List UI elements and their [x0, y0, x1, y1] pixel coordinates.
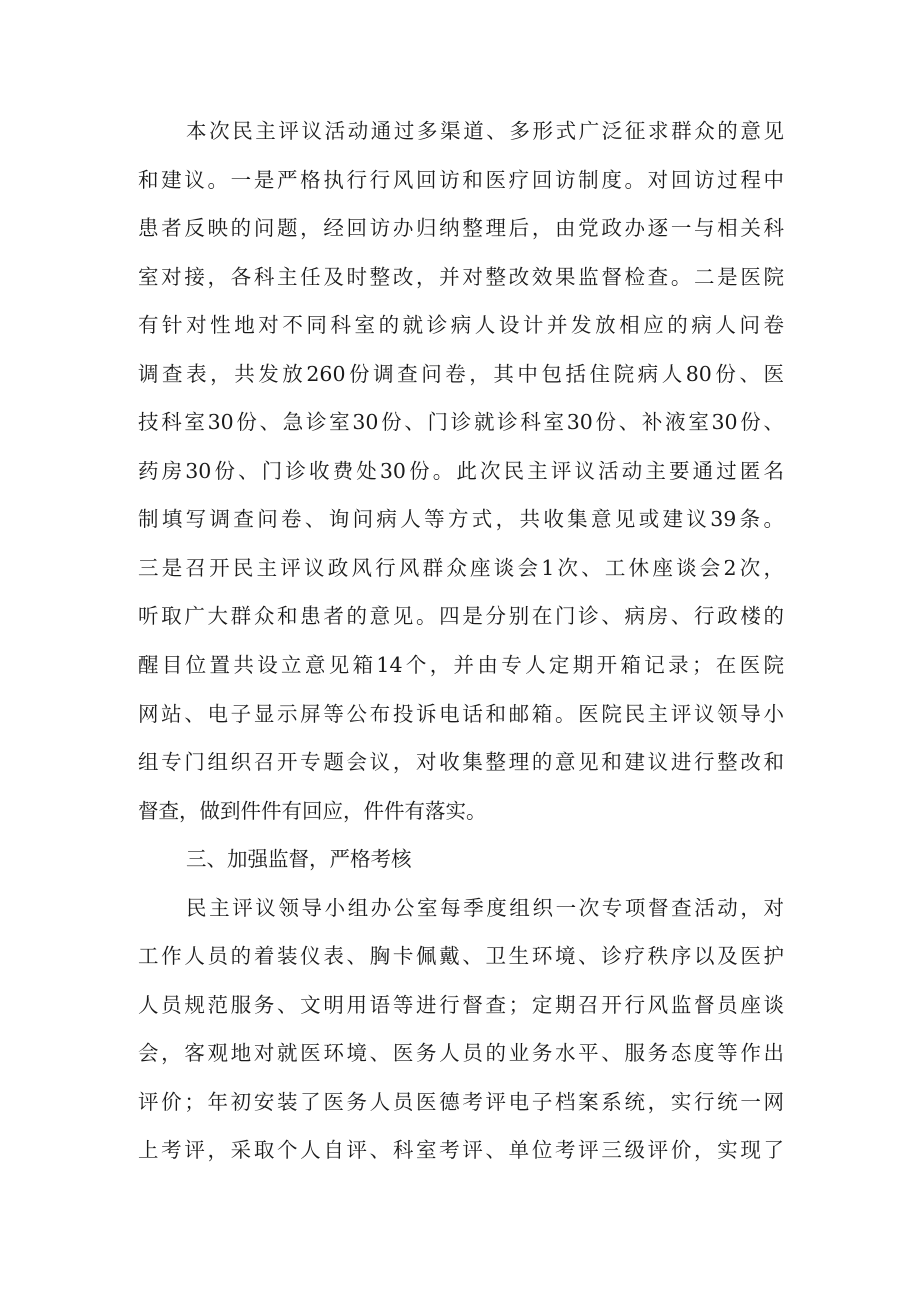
- paragraph-evaluation-channels: [0, 107, 920, 835]
- text-line: 有针对性地对不同科室的就诊病人设计并发放相应的病人问卷: [138, 313, 784, 338]
- text-line: 督查，做到件件有回应，件件有落实。: [138, 798, 487, 823]
- paragraph-supervision: [0, 884, 920, 1175]
- text-line: 组专门组织召开专题会议，对收集整理的意见和建议进行整改和: [138, 750, 784, 775]
- text-line: 患者反映的问题，经回访办归纳整理后，由党政办逐一与相关科: [138, 216, 784, 241]
- text-line: 药房30份、门诊收费处30份。此次民主评议活动主要通过匿名: [138, 458, 784, 483]
- text-line: 调查表，共发放260份调查问卷，其中包括住院病人80份、医: [138, 361, 784, 386]
- text-line: 醒目位置共设立意见箱14个，并由专人定期开箱记录；在医院: [138, 653, 784, 678]
- text-line: 室对接，各科主任及时整改，并对整改效果监督检查。二是医院: [138, 264, 784, 289]
- text-line: 民主评议领导小组办公室每季度组织一次专项督查活动，对: [186, 895, 784, 920]
- text-line: 工作人员的着装仪表、胸卡佩戴、卫生环境、诊疗秩序以及医护: [138, 944, 784, 969]
- text-line: 制填写调查问卷、询问病人等方式，共收集意见或建议39条。: [138, 507, 784, 532]
- text-line: 会，客观地对就医环境、医务人员的业务水平、服务态度等作出: [138, 1041, 784, 1066]
- text-line: 三是召开民主评议政风行风群众座谈会1次、工休座谈会2次，: [138, 555, 784, 580]
- section-heading: [0, 835, 920, 884]
- text-line: 技科室30份、急诊室30份、门诊就诊科室30份、补液室30份、: [138, 410, 784, 435]
- text-line: 上考评，采取个人自评、科室考评、单位考评三级评价，实现了: [138, 1138, 784, 1163]
- text-line: 和建议。一是严格执行行风回访和医疗回访制度。对回访过程中: [138, 167, 784, 192]
- text-line: 人员规范服务、文明用语等进行督查；定期召开行风监督员座谈: [138, 992, 784, 1017]
- section-heading-text: 三、加强监督，严格考核: [186, 847, 412, 872]
- text-line: 评价；年初安装了医务人员医德考评电子档案系统，实行统一网: [138, 1089, 784, 1114]
- text-line: 网站、电子显示屏等公布投诉电话和邮箱。医院民主评议领导小: [138, 701, 784, 726]
- text-line: 听取广大群众和患者的意见。四是分别在门诊、病房、行政楼的: [138, 604, 784, 629]
- text-line: 本次民主评议活动通过多渠道、多形式广泛征求群众的意见: [186, 119, 784, 143]
